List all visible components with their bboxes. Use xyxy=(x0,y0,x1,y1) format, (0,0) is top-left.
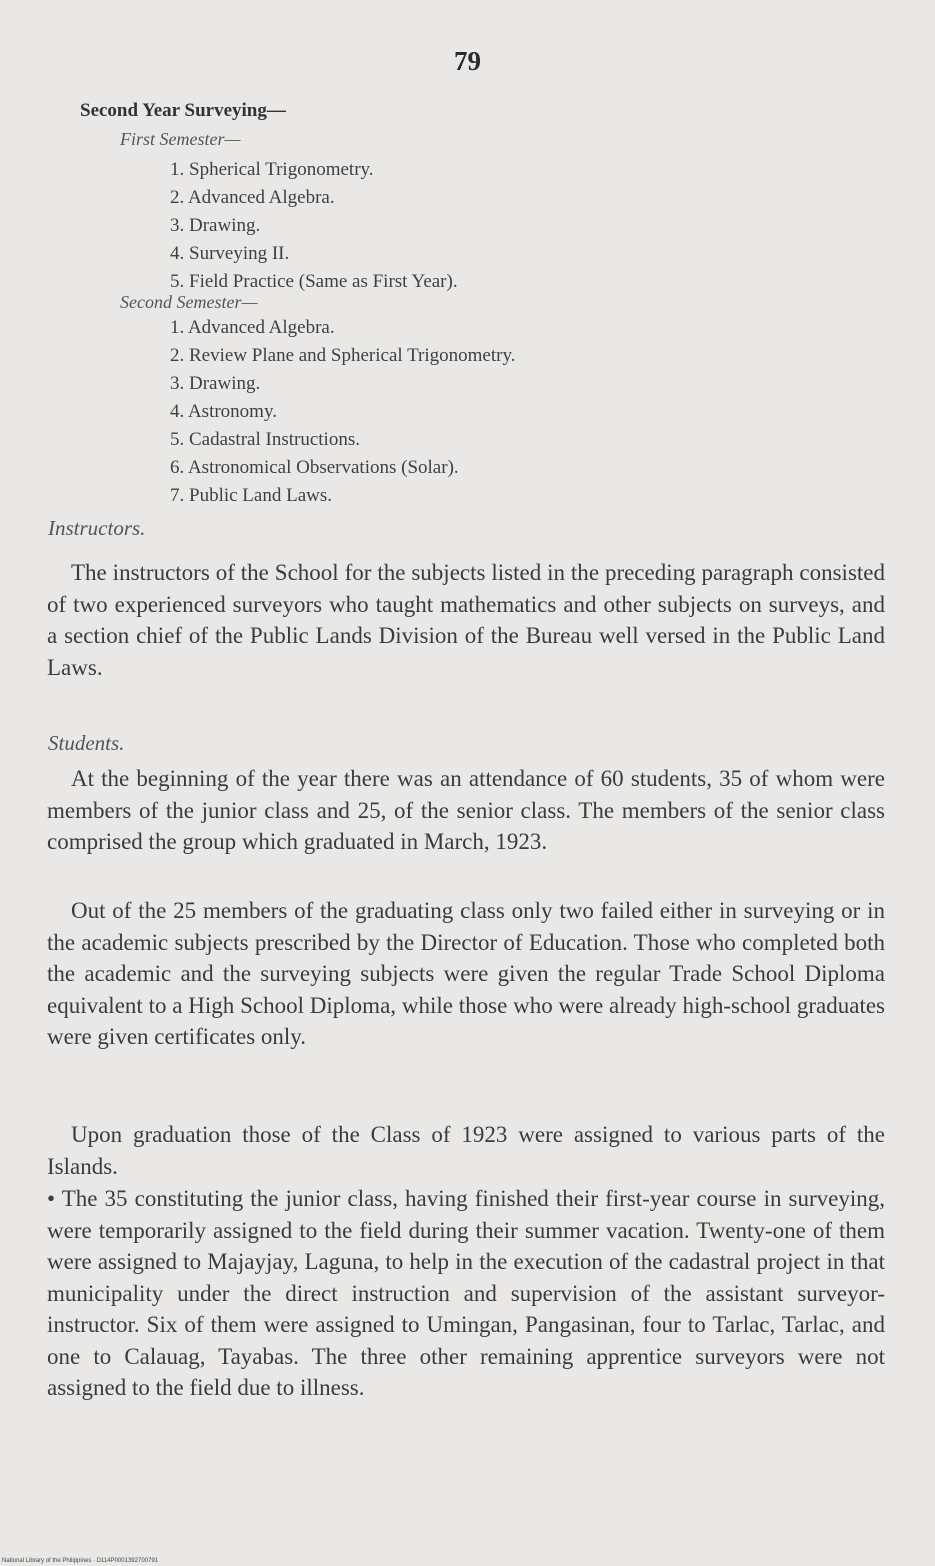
list-item: 3. Drawing. xyxy=(170,373,261,394)
page-number: 79 xyxy=(454,46,481,76)
students-paragraph: Out of the 25 members of the graduating class only two failed either in surveying or in the academic subjects prescribed by the Director of Education. Those who completed both the academic and the surveying subjects were given the regular Trade School Diploma equivalent to a High School Diploma, while those who were already high-school graduates were given certificates only. xyxy=(47,898,885,1049)
list-item: 2. Review Plane and Spherical Trigonometry. xyxy=(170,345,516,366)
list-item: 4. Astronomy. xyxy=(170,401,277,422)
footer-credit: National Library of the Philippines · D114P0001392700791 xyxy=(2,1558,158,1564)
first-semester-heading: First Semester— xyxy=(120,129,241,149)
second-semester-heading: Second Semester— xyxy=(120,292,258,312)
list-item: 3. Drawing. xyxy=(170,215,261,236)
second-semester-list xyxy=(170,314,515,510)
list-item: 5. Cadastral Instructions. xyxy=(170,429,360,450)
first-semester-list xyxy=(170,156,458,296)
students-paragraph: • The 35 constituting the junior class, having finished their first-year course in surveying, were temporarily assigned to the field during their summer vacation. Twenty-one of them were assigned to Majayjay, Laguna, to help in the execution of the cadastral project in that municipality under the direct instruction and supervision of the assistant surveyor-instructor. Six of them were assigned to Umingan, Pangasinan, four to Tarlac, Tarlac, and one to Calauag, Tayabas. The three other remaining apprentice surveyors were not assigned to the field due to illness. xyxy=(47,1186,885,1400)
list-item: 1. Spherical Trigonometry. xyxy=(170,159,374,180)
list-item: 6. Astronomical Observations (Solar). xyxy=(170,457,459,478)
students-heading: Students. xyxy=(48,731,125,755)
section-heading: Second Year Surveying— xyxy=(80,100,286,121)
list-item: 4. Surveying II. xyxy=(170,243,290,264)
list-item: 7. Public Land Laws. xyxy=(170,485,333,506)
list-item: 2. Advanced Algebra. xyxy=(170,187,335,208)
list-item: 5. Field Practice (Same as First Year). xyxy=(170,271,458,292)
students-paragraph: At the beginning of the year there was an attendance of 60 students, 35 of whom were members of the junior class and 25, of the senior class. The members of the senior class comprised the group which graduated in March, 1923. xyxy=(47,766,885,854)
instructors-heading: Instructors. xyxy=(48,516,146,540)
students-paragraph: Upon graduation those of the Class of 1923 were assigned to various parts of the Islands. xyxy=(47,1122,885,1179)
instructors-paragraph: The instructors of the School for the subjects listed in the preceding paragraph consisted of two experienced surveyors who taught mathematics and other subjects on surveys, and a section chief of the Public Lands Division of the Bureau well versed in the Public Land Laws. xyxy=(47,560,885,680)
list-item: 1. Advanced Algebra. xyxy=(170,317,335,338)
